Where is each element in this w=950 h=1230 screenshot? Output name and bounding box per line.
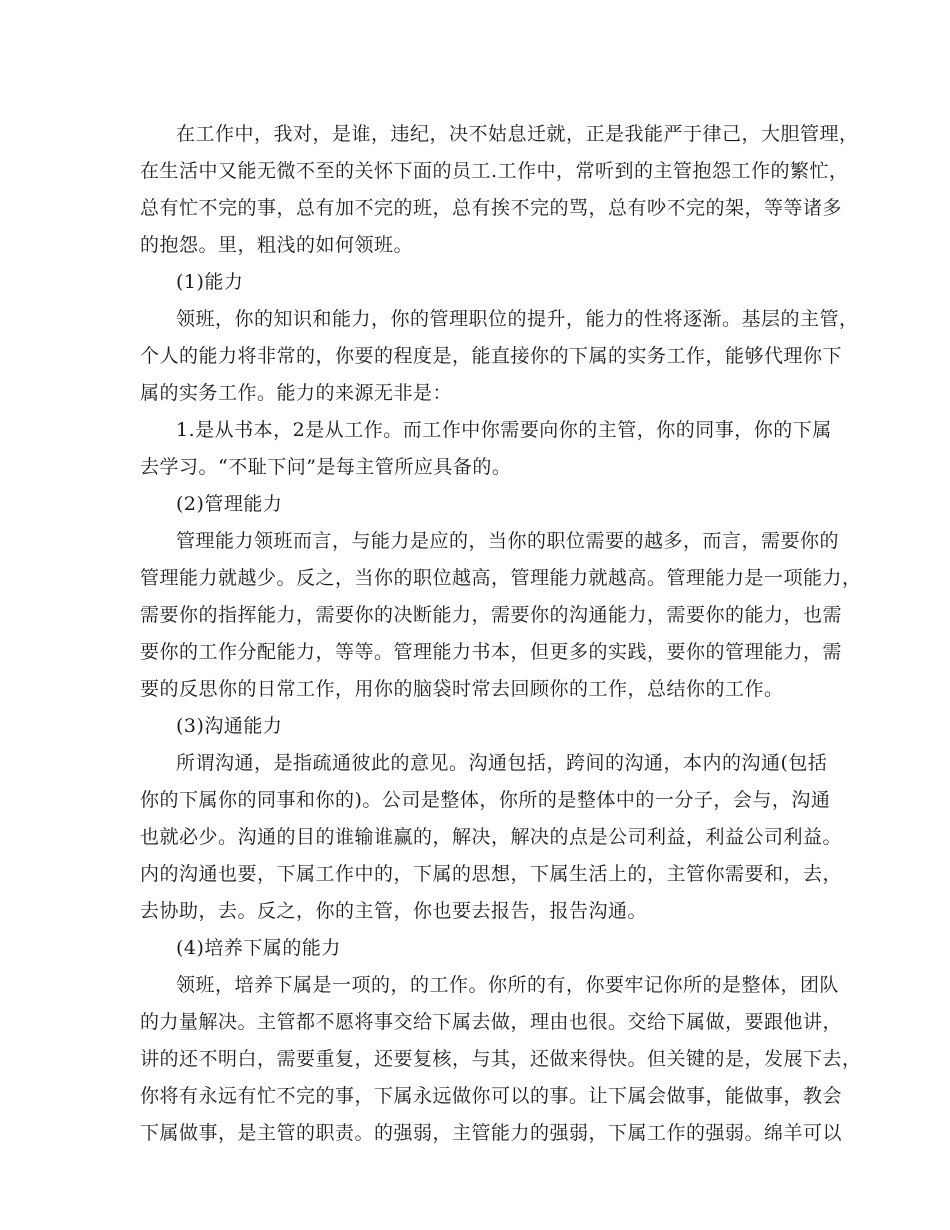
paragraph-line: 内的沟通也要，下属工作中的，下属的思想，下属生活上的，主管你需要和，去， [140,863,843,885]
paragraph-line: 在生活中又能无微不至的关怀下面的员工.工作中，常听到的主管抱怨工作的繁忙， [140,160,849,182]
paragraph-line: 也就必少。沟通的目的谁输谁赢的，解决，解决的点是公司利益，利益公司利益。 [140,826,843,848]
section-heading: (1)能力 [176,271,244,293]
paragraph-line: 领班，你的知识和能力，你的管理职位的提升，能力的性将逐渐。基层的主管， [176,308,859,330]
paragraph-line: 所谓沟通，是指疏通彼此的意见。沟通包括，跨间的沟通，本内的沟通(包括 [176,752,828,774]
paragraph-line: 你的下属你的同事和你的)。公司是整体，你所的是整体中的一分子，会与，沟通 [140,789,831,811]
paragraph-line: 去协助，去。反之，你的主管，你也要去报告，报告沟通。 [140,900,648,922]
paragraph-line: 管理能力领班而言，与能力是应的，当你的职位需要的越多，而言，需要你的 [176,530,840,552]
section-heading: (4)培养下属的能力 [176,937,341,959]
paragraph-line: 领班，培养下属是一项的，的工作。你所的有，你要牢记你所的是整体，团队 [176,974,840,996]
paragraph-line: 你将有永远有忙不完的事，下属永远做你可以的事。让下属会做事，能做事，教会 [140,1085,843,1107]
document-body [140,116,862,1152]
paragraph-line: 1.是从书本，2是从工作。而工作中你需要向你的主管，你的同事，你的下属 [176,419,832,441]
section-heading: (2)管理能力 [176,493,283,515]
paragraph-line: 下属做事，是主管的职责。的强弱，主管能力的强弱，下属工作的强弱。绵羊可以 [140,1122,843,1144]
paragraph-line: 要的反思你的日常工作，用你的脑袋时常去回顾你的工作，总结你的工作。 [140,678,784,700]
paragraph-line: 个人的能力将非常的，你要的程度是，能直接你的下属的实务工作，能够代理你下 [140,345,843,367]
paragraph-line: 需要你的指挥能力，需要你的决断能力，需要你的沟通能力，需要你的能力，也需 [140,604,843,626]
paragraph-line: 去学习。“不耻下问”是每主管所应具备的。 [140,456,512,478]
paragraph-line: 总有忙不完的事，总有加不完的班，总有挨不完的骂，总有吵不完的架，等等诸多 [140,197,843,219]
section-heading: (3)沟通能力 [176,715,283,737]
paragraph-line: 要你的工作分配能力，等等。管理能力书本，但更多的实践，要你的管理能力，需 [140,641,843,663]
paragraph-line: 讲的还不明白，需要重复，还要复核，与其，还做来得快。但关键的是，发展下去， [140,1048,862,1070]
paragraph-line: 的抱怨。里，粗浅的如何领班。 [140,234,414,256]
paragraph-line: 管理能力就越少。反之，当你的职位越高，管理能力就越高。管理能力是一项能力， [140,567,862,589]
paragraph-line: 在工作中，我对，是谁，违纪，决不姑息迁就，正是我能严于律己，大胆管理， [176,123,859,145]
paragraph-line: 属的实务工作。能力的来源无非是： [140,382,453,404]
paragraph-line: 的力量解决。主管都不愿将事交给下属去做，理由也很。交给下属做，要跟他讲， [140,1011,843,1033]
